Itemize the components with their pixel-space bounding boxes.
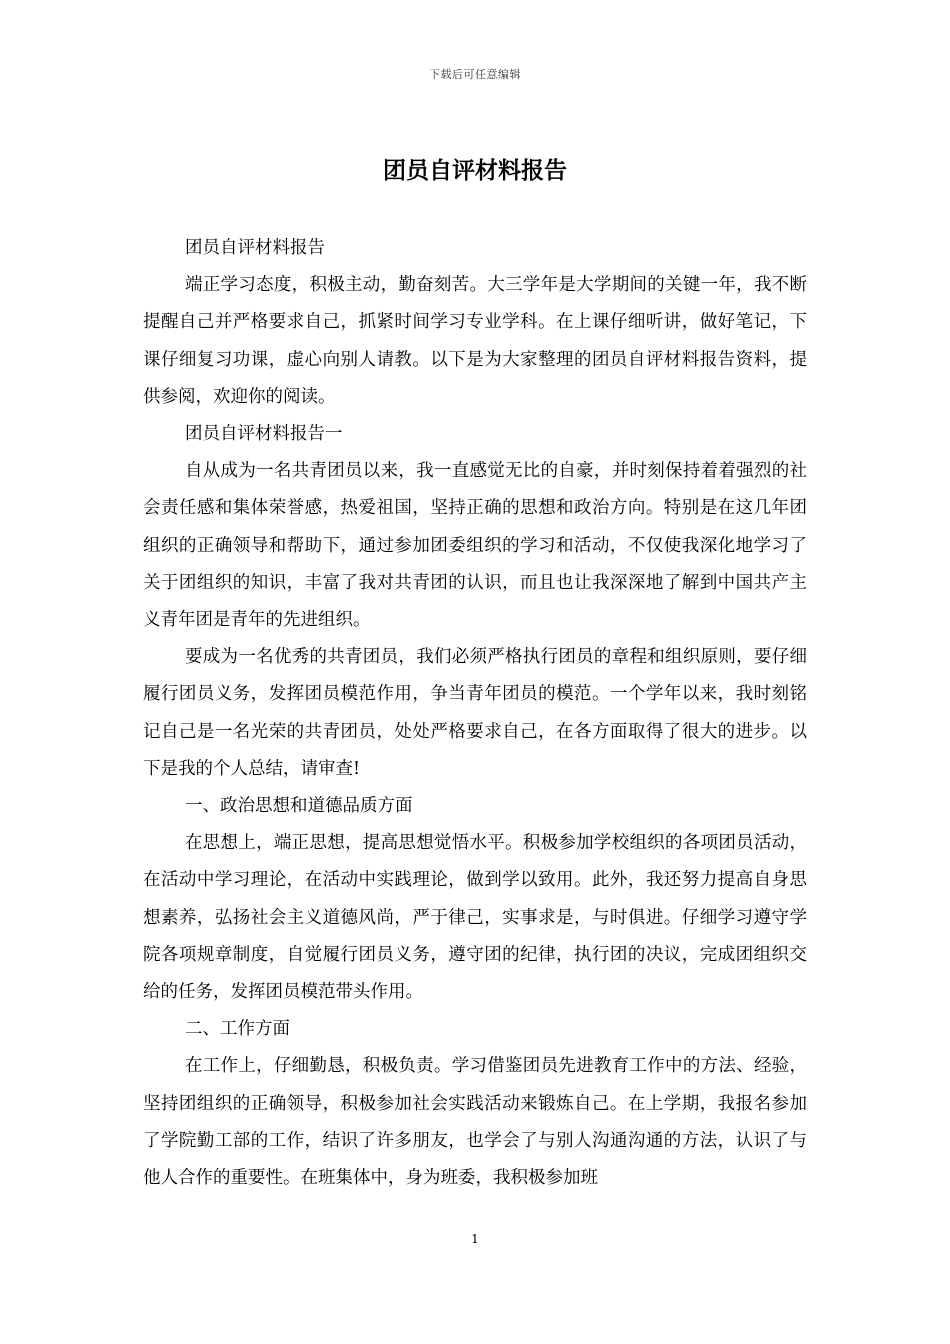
page-number: 1 [471,1232,479,1246]
section-heading: 二、工作方面 [185,1019,290,1040]
document-body [143,230,807,1197]
document-title: 团员自评材料报告 [383,158,567,184]
body-paragraph: 端正学习态度，积极主动，勤奋刻苦。大三学年是大学期间的关键一年，我不断提醒自己并严格要求自己，抓紧时间学习专业学科。在上课仔细听讲，做好笔记，下课仔细复习功课，虚心向别人请教。以下是为大家整理的团员自评材料报告资料，提供参阅，欢迎你的阅读。 [143,275,807,407]
page-header: 下载后可任意编辑 [429,68,521,81]
body-paragraph: 自从成为一名共青团员以来，我一直感觉无比的自豪，并时刻保持着着强烈的社会责任感和集体荣誉感，热爱祖国，坚持正确的思想和政治方向。特别是在这几年团组织的正确领导和帮助下，通过参加团委组织的学习和活动，不仅使我深化地学习了关于团组织的知识，丰富了我对共青团的认识，而且也让我深深地了解到中国共产主义青年团是青年的先进组织。 [143,461,807,631]
section-heading: 一、政治思想和道德品质方面 [185,796,413,817]
body-paragraph: 团员自评材料报告 [185,238,325,258]
body-paragraph: 在工作上，仔细勤恳，积极负责。学习借鉴团员先进教育工作中的方法、经验，坚持团组织的正确领导，积极参加社会实践活动来锻炼自己。在上学期，我报名参加了学院勤工部的工作，结识了许多朋友，也学会了与别人沟通沟通的方法，认识了与他人合作的重要性。在班集体中，身为班委，我积极参加班 [143,1056,807,1189]
body-paragraph: 团员自评材料报告一 [185,424,343,445]
body-paragraph: 在思想上，端正思想，提高思想觉悟水平。积极参加学校组织的各项团员活动，在活动中学习理论，在活动中实践理论，做到学以致用。此外，我还努力提高自身思想素养，弘扬社会主义道德风尚，严于律己，实事求是，与时俱进。仔细学习遵守学院各项规章制度，自觉履行团员义务，遵守团的纪律，执行团的决议，完成团组织交给的任务，发挥团员模范带头作用。 [143,833,807,1003]
body-paragraph: 要成为一名优秀的共青团员，我们必须严格执行团员的章程和组织原则，要仔细履行团员义务，发挥团员模范作用，争当青年团员的模范。一个学年以来，我时刻铭记自己是一名光荣的共青团员，处处严格要求自己，在各方面取得了很大的进步。以下是我的个人总结，请审查! [143,647,807,779]
